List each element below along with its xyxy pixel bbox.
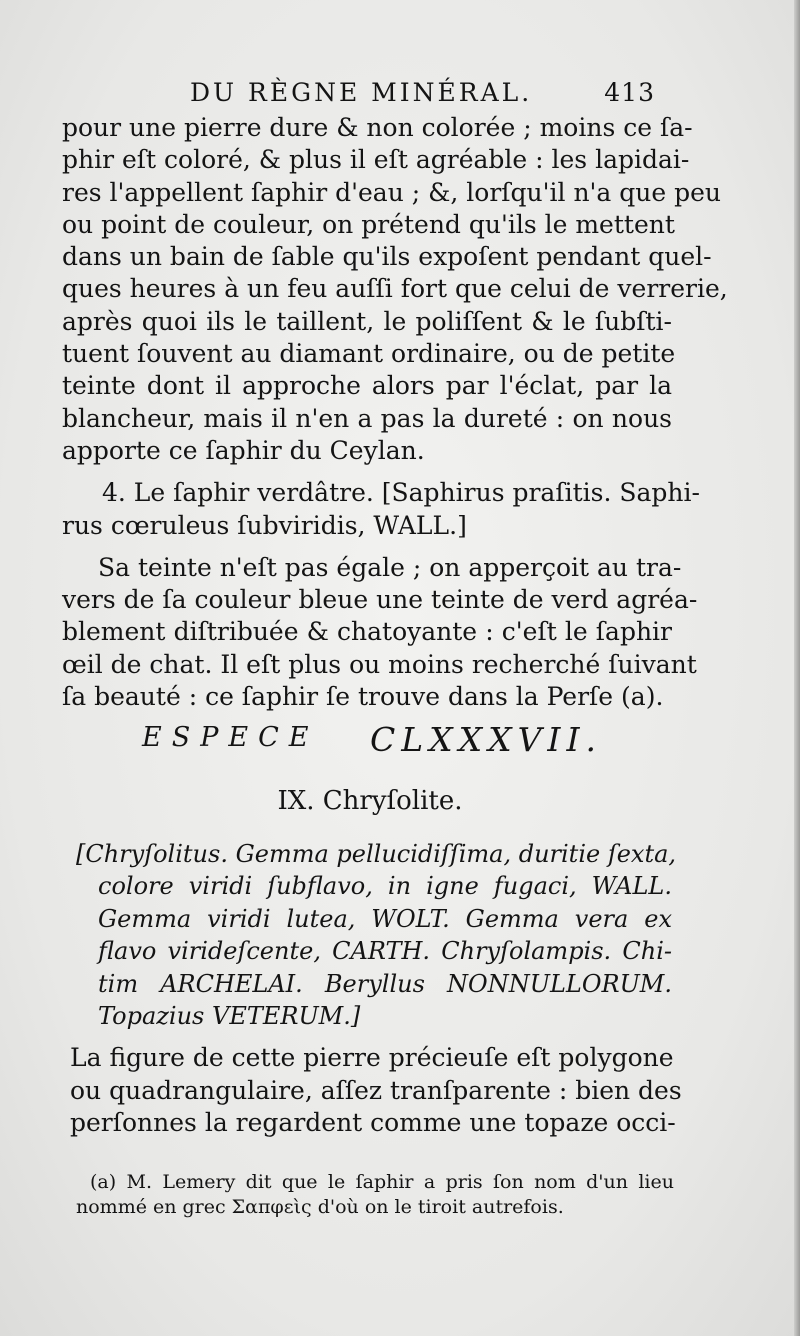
text-line: Sa teinte n'eſt pas égale ; on apperçoit au tra-	[98, 552, 682, 582]
text-line: pour une pierre dure & non colorée ; moins ce ſa-	[62, 113, 693, 142]
text-line: Topazius VETERUM.]	[98, 1001, 361, 1030]
text-line: ou point de couleur, on prétend qu'ils le mettent	[62, 209, 675, 239]
text-line: vers de ſa couleur bleue une teinte de verd agréa-	[62, 585, 698, 615]
text-line: rus cœruleus ſubviridis, WALL.]	[62, 510, 467, 540]
paragraph-teinte	[62, 552, 698, 713]
species-number: CLXXXVII.	[369, 720, 602, 759]
text-line: [Chryſolitus. Gemma pellucidiſſima, duritie ſexta,	[76, 840, 677, 868]
body-text	[62, 112, 728, 723]
text-line: Gemma viridi lutea, WOLT. Gemma vera ex	[98, 904, 672, 933]
paragraph-saphir-verdatre	[62, 477, 700, 542]
section-subheading: IX. Chryſolite.	[277, 786, 463, 816]
text-line: colore viridi ſubflavo, in igne fugaci, WALL.	[98, 872, 672, 901]
text-line: La figure de cette pierre précieuſe eſt polygone	[70, 1043, 674, 1072]
text-line: ques heures à un feu auſſi fort que celui de verrerie,	[62, 274, 728, 304]
text-line: 4. Le ſaphir verdâtre. [Saphirus praſitis. Saphi-	[102, 478, 700, 508]
text-line: tim ARCHELAI. Beryllus NONNULLORUM.	[98, 969, 672, 998]
paragraph-figure	[70, 1042, 682, 1140]
species-heading	[142, 722, 602, 764]
text-line: apporte ce ſaphir du Ceylan.	[62, 435, 425, 465]
latin-synonyms	[76, 838, 677, 1032]
text-line: blancheur, mais il n'en a pas la dureté : on nous	[62, 403, 672, 433]
text-line: res l'appellent ſaphir d'eau ; &, lorſqu'il n'a que peu	[62, 177, 722, 207]
paragraph-saphir-eau	[62, 112, 728, 467]
text-line: flavo virideſcente, CARTH. Chryſolampis. Chi-	[98, 937, 672, 966]
species-label: ESPECE	[142, 722, 319, 753]
text-line: phir eſt coloré, & plus il eſt agréable : les lapidai-	[62, 145, 690, 175]
text-line: ou quadrangulaire, aſſez tranſparente : bien des	[70, 1075, 682, 1105]
footnote	[76, 1170, 674, 1220]
page-number: 413	[604, 78, 655, 107]
footnote-line: nommé en grec Σαπφεὶς d'où on le tiroit autrefois.	[76, 1196, 564, 1218]
text-line: teinte dont il approche alors par l'éclat, par la	[62, 371, 672, 401]
running-title: DU RÈGNE MINÉRAL.	[190, 78, 533, 107]
text-line: ſa beauté : ce ſaphir ſe trouve dans la Perſe (a).	[62, 682, 664, 712]
text-line: dans un bain de ſable qu'ils expoſent pendant quel-	[62, 242, 712, 272]
text-line: tuent ſouvent au diamant ordinaire, ou de petite	[62, 339, 676, 369]
running-header	[190, 78, 655, 112]
footnote-line: (a) M. Lemery dit que le ſaphir a pris ſon nom d'un lieu	[90, 1171, 674, 1193]
text-line: œil de chat. Il eſt plus ou moins recherché ſuivant	[62, 649, 697, 679]
text-line: après quoi ils le taillent, le poliſſent & le ſubſti-	[62, 306, 672, 336]
text-line: perſonnes la regardent comme une topaze occi-	[70, 1108, 676, 1137]
page-edge	[794, 0, 800, 1336]
text-line: blement diſtribuée & chatoyante : c'eſt le ſaphir	[62, 617, 672, 647]
